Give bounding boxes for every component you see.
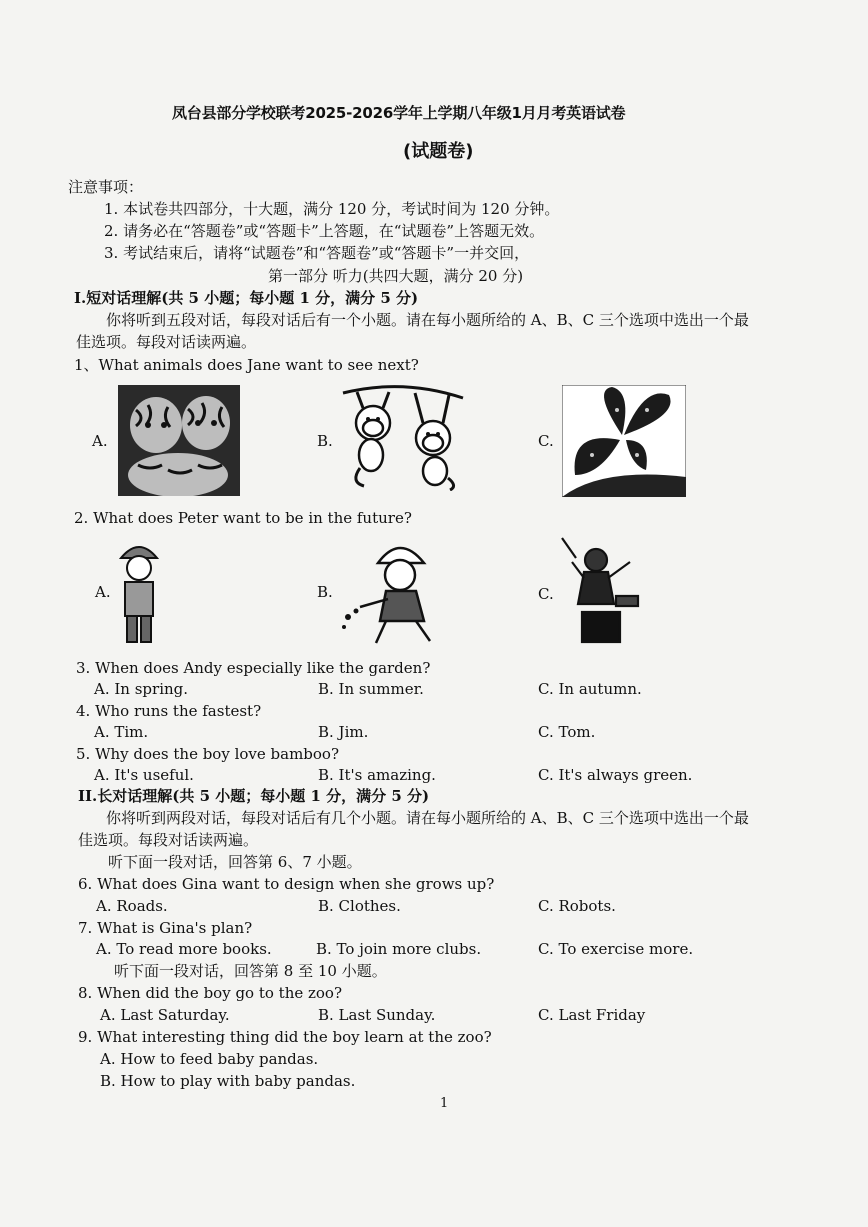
q1-option-c-label: C. bbox=[538, 432, 554, 450]
notice-item-3: 3. 考试结束后，请将“试题卷”和“答题卷”或“答题卡”一并交回， bbox=[104, 244, 530, 262]
q3-option-a[interactable]: A. In spring. bbox=[94, 680, 189, 698]
notice-item-1: 1. 本试卷共四部分，十大题，满分 120 分，考试时间为 120 分钟。 bbox=[104, 200, 560, 218]
exam-title: 凤台县部分学校联考2025-2026学年上学期八年级1月月考英语试卷 bbox=[172, 104, 626, 122]
q6-option-c[interactable]: C. Robots. bbox=[538, 897, 616, 915]
q7-option-c[interactable]: C. To exercise more. bbox=[538, 940, 694, 958]
section2-instruction-1: 你将听到两段对话，每段对话后有几个小题。请在每小题所给的 A、B、C 三个选项中选出一个最 bbox=[106, 809, 749, 827]
notice-heading: 注意事项： bbox=[68, 178, 144, 196]
q2-option-c-label: C. bbox=[538, 585, 554, 603]
question-3: 3. When does Andy especially like the garden? bbox=[76, 659, 431, 677]
q1-option-b-label: B. bbox=[317, 432, 333, 450]
section1-heading: I.短对话理解(共 5 小题；每小题 1 分，满分 5 分) bbox=[74, 289, 419, 307]
part1-heading: 第一部分 听力(共四大题，满分 20 分) bbox=[268, 267, 524, 285]
question-8: 8. When did the boy go to the zoo? bbox=[78, 984, 343, 1002]
q8-option-c[interactable]: C. Last Friday bbox=[538, 1006, 646, 1024]
section2-instruction-2: 佳选项。每段对话读两遍。 bbox=[78, 831, 259, 849]
q8-option-b[interactable]: B. Last Sunday. bbox=[318, 1006, 436, 1024]
q5-option-b[interactable]: B. It's amazing. bbox=[318, 766, 436, 784]
q4-option-b[interactable]: B. Jim. bbox=[318, 723, 369, 741]
q9-option-b[interactable]: B. How to play with baby pandas. bbox=[100, 1072, 356, 1090]
question-5: 5. Why does the boy love bamboo? bbox=[76, 745, 340, 763]
q3-option-b[interactable]: B. In summer. bbox=[318, 680, 424, 698]
monkeys-image bbox=[338, 383, 468, 491]
butterfly-image bbox=[562, 385, 686, 497]
worker-image bbox=[113, 538, 165, 648]
exam-subtitle: (试题卷) bbox=[403, 141, 474, 162]
q6-option-a[interactable]: A. Roads. bbox=[96, 897, 168, 915]
q1-option-a-label: A. bbox=[92, 432, 108, 450]
q2-option-a-label: A. bbox=[95, 583, 111, 601]
tigers-image bbox=[118, 385, 240, 496]
question-7: 7. What is Gina's plan? bbox=[78, 919, 253, 937]
q6-option-b[interactable]: B. Clothes. bbox=[318, 897, 401, 915]
question-9: 9. What interesting thing did the boy learn at the zoo? bbox=[78, 1028, 492, 1046]
section1-instruction-2: 佳选项。每段对话读两遍。 bbox=[76, 333, 257, 351]
q9-option-a[interactable]: A. How to feed baby pandas. bbox=[100, 1050, 319, 1068]
question-4: 4. Who runs the fastest? bbox=[76, 702, 262, 720]
notice-item-2: 2. 请务必在“答题卷”或“答题卡”上答题，在“试题卷”上答题无效。 bbox=[104, 222, 545, 240]
q7-option-b[interactable]: B. To join more clubs. bbox=[316, 940, 482, 958]
q4-option-c[interactable]: C. Tom. bbox=[538, 723, 596, 741]
q2-option-b-label: B. bbox=[317, 583, 333, 601]
question-6: 6. What does Gina want to design when she grows up? bbox=[78, 875, 495, 893]
section2-heading: II.长对话理解(共 5 小题；每小题 1 分，满分 5 分) bbox=[78, 787, 430, 805]
q4-option-a[interactable]: A. Tim. bbox=[94, 723, 149, 741]
conductor-image bbox=[558, 536, 644, 646]
q8-option-a[interactable]: A. Last Saturday. bbox=[100, 1006, 230, 1024]
q3-option-c[interactable]: C. In autumn. bbox=[538, 680, 642, 698]
question-1: 1、What animals does Jane want to see next? bbox=[74, 356, 419, 374]
q5-option-a[interactable]: A. It's useful. bbox=[94, 766, 194, 784]
question-2: 2. What does Peter want to be in the future? bbox=[74, 509, 412, 527]
section2-sub-instruction-1: 听下面一段对话，回答第 6、7 小题。 bbox=[108, 853, 362, 871]
section1-instruction-1: 你将听到五段对话，每段对话后有一个小题。请在每小题所给的 A、B、C 三个选项中选出一个最 bbox=[106, 311, 749, 329]
q5-option-c[interactable]: C. It's always green. bbox=[538, 766, 693, 784]
page-number: 1 bbox=[440, 1096, 449, 1111]
q7-option-a[interactable]: A. To read more books. bbox=[96, 940, 272, 958]
builder-image bbox=[338, 535, 454, 649]
section2-sub-instruction-2: 听下面一段对话，回答第 8 至 10 小题。 bbox=[114, 962, 387, 980]
